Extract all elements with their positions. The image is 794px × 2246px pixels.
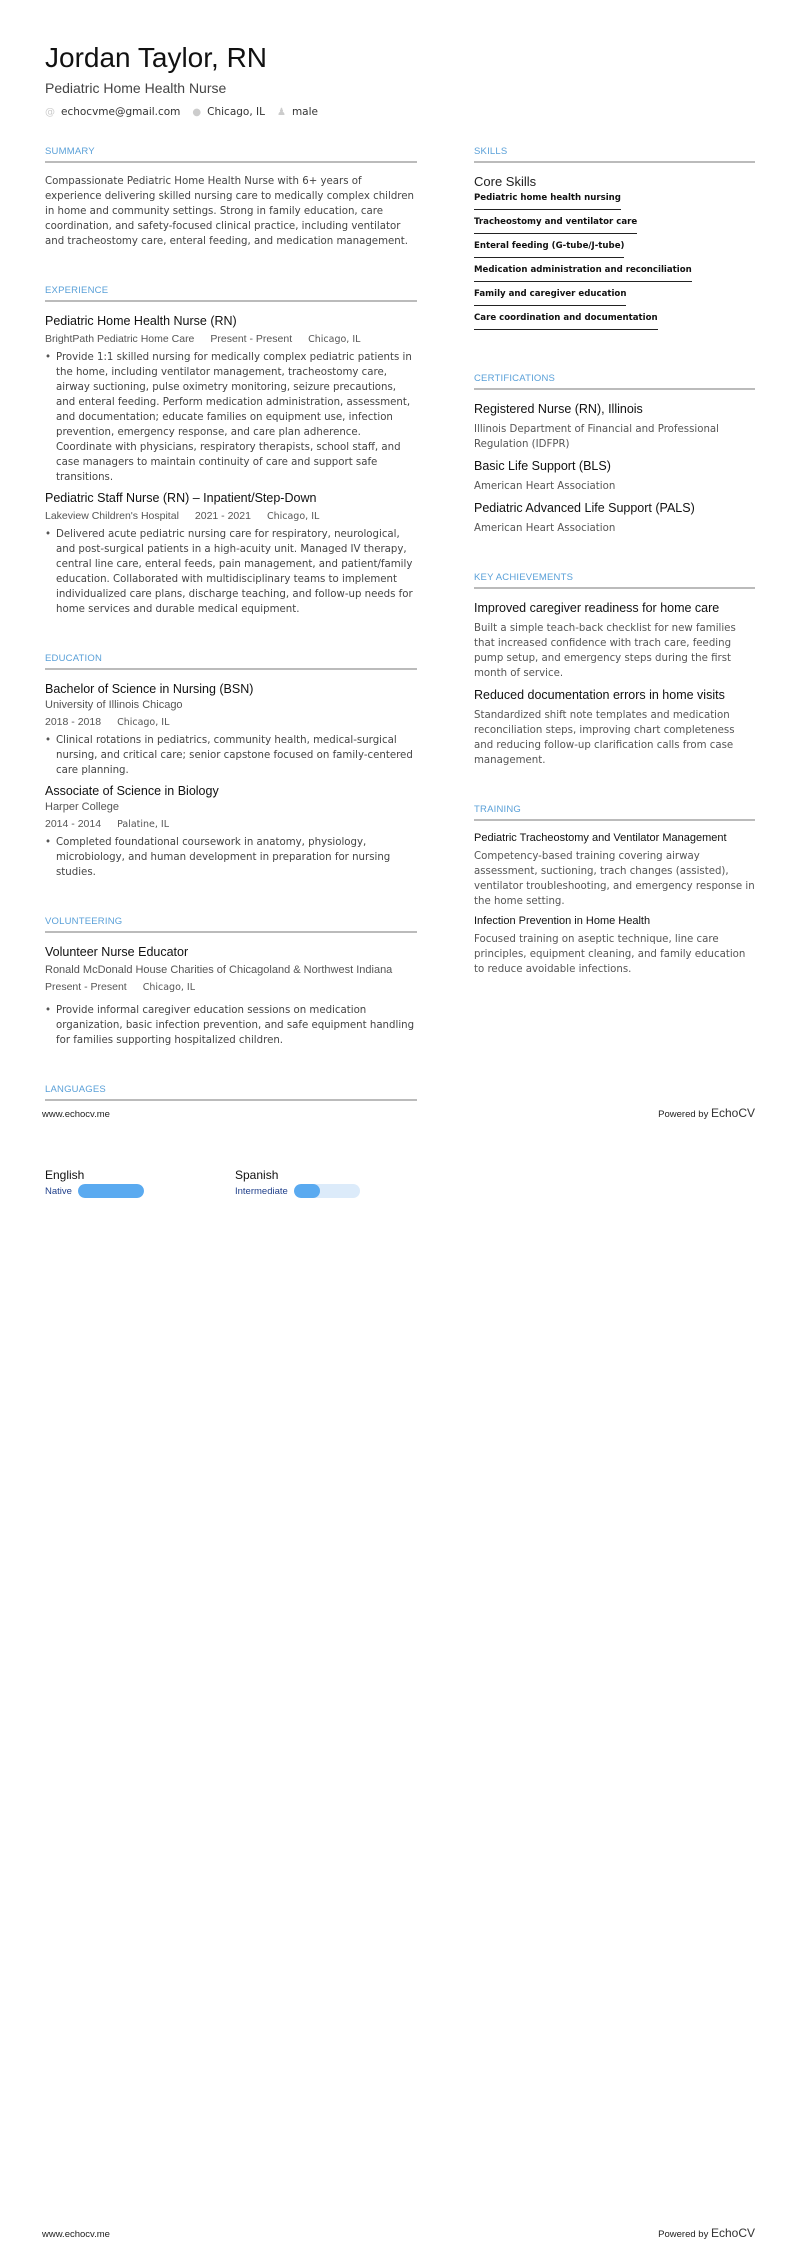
school: University of Illinois Chicago	[45, 699, 183, 711]
education-item	[45, 783, 417, 880]
proficiency-bar	[78, 1184, 144, 1198]
cert-issuer: American Heart Association	[474, 481, 616, 492]
skill-item: Care coordination and documentation	[474, 313, 658, 330]
training-text: Competency-based training covering airway assessment, suctioning, trach changes (assisted), ventilator troubleshooting, and emergency response in the home setting.	[474, 851, 755, 907]
location: Chicago, IL	[142, 982, 196, 993]
language-item	[45, 1168, 235, 1198]
bullet: • Provide informal caregiver education sessions on medication organization, basic infection prevention, and safe equipment handling for families supporting hospitalized children.	[45, 1003, 417, 1048]
cert-name: Registered Nurse (RN), Illinois	[474, 402, 643, 416]
experience-item	[45, 313, 417, 485]
skill-item: Medication administration and reconciliation	[474, 265, 692, 282]
bullet: • Completed foundational coursework in anatomy, physiology, microbiology, and human development in preparation for nursing studies.	[45, 835, 417, 880]
cert-name: Basic Life Support (BLS)	[474, 459, 611, 473]
right-column	[474, 146, 755, 1013]
language-level: Native	[45, 1185, 72, 1197]
language-name: English	[45, 1168, 85, 1182]
resume-header	[45, 42, 318, 118]
dates: 2021 - 2021	[194, 510, 251, 522]
section-title: EXPERIENCE	[45, 285, 417, 302]
language-item	[235, 1168, 425, 1198]
volunteer-role: Volunteer Nurse Educator	[45, 945, 189, 959]
summary-section	[45, 146, 417, 249]
training-text: Focused training on aseptic technique, line care principles, equipment cleaning, and family education to reduce avoidable infections.	[474, 934, 746, 975]
proficiency-bar	[294, 1184, 360, 1198]
page-footer	[42, 2226, 755, 2240]
skills-section	[474, 146, 755, 337]
page-footer	[42, 1106, 755, 1120]
map-pin-icon: ●	[192, 106, 202, 118]
section-title: KEY ACHIEVEMENTS	[474, 572, 755, 589]
left-column	[45, 146, 417, 1112]
job-title: Pediatric Home Health Nurse (RN)	[45, 314, 237, 328]
proficiency-fill	[294, 1184, 320, 1198]
school: Harper College	[45, 801, 119, 813]
job-title: Pediatric Staff Nurse (RN) – Inpatient/Step-Down	[45, 491, 317, 505]
dates: Present - Present	[210, 333, 293, 345]
achievement-text: Standardized shift note templates and medication reconciliation steps, improving chart completeness and reducing follow-up clarification calls from case management.	[474, 710, 735, 766]
section-title: SKILLS	[474, 146, 755, 163]
skill-item: Family and caregiver education	[474, 289, 626, 306]
bullet: • Provide 1:1 skilled nursing for medically complex pediatric patients in the home, including ventilator management, tracheostomy care, airway suctioning, pulse oximetry monitoring, seizure precautions, and enteral feeding. Perform medication administration, assessment, and documentation; educate families on equipment use, infection prevention, emergency response, and care plan adherence. Coordinate with physicians, respiratory therapists, school staff, and case managers to maintain continuity of care and support safe transitions.	[45, 350, 417, 485]
skill-item: Pediatric home health nursing	[474, 193, 621, 210]
skill-group-title: Core Skills	[474, 174, 537, 189]
employer: Lakeview Children's Hospital	[45, 510, 179, 522]
cert-issuer: American Heart Association	[474, 523, 616, 534]
skill-item: Tracheostomy and ventilator care	[474, 217, 637, 234]
location: Palatine, IL	[117, 819, 170, 830]
dates: 2014 - 2014	[45, 818, 102, 830]
section-title: EDUCATION	[45, 653, 417, 670]
certifications-section	[474, 373, 755, 536]
training-section	[474, 804, 755, 977]
organization: Ronald McDonald House Charities of Chicagoland & Northwest Indiana	[45, 964, 393, 976]
training-title: Pediatric Tracheostomy and Ventilator Management	[474, 832, 727, 844]
section-title: LANGUAGES	[45, 1084, 417, 1101]
cert-issuer: Illinois Department of Financial and Professional Regulation (IDFPR)	[474, 424, 719, 450]
candidate-name: Jordan Taylor, RN	[45, 42, 268, 73]
achievement-title: Reduced documentation errors in home visits	[474, 688, 725, 702]
education-section	[45, 653, 417, 880]
location: Chicago, IL	[308, 334, 361, 345]
gender: male	[291, 106, 318, 118]
email[interactable]: echocvme@gmail.com	[61, 106, 181, 118]
at-icon: @	[45, 106, 55, 118]
achievements-section	[474, 572, 755, 768]
language-name: Spanish	[235, 1168, 279, 1182]
skill-item: Enteral feeding (G-tube/J-tube)	[474, 241, 624, 258]
degree: Associate of Science in Biology	[45, 784, 219, 798]
degree: Bachelor of Science in Nursing (BSN)	[45, 682, 254, 696]
footer-brand[interactable]: EchoCV	[710, 1106, 755, 1120]
section-title: CERTIFICATIONS	[474, 373, 755, 390]
bullet: • Delivered acute pediatric nursing care for respiratory, neurological, and post-surgical patients in a high-acuity unit. Managed IV therapy, central line care, enteral feeds, pain management, and patient/family education. Collaborated with multidisciplinary teams to implement individualized care plans, discharge teaching, and follow-up needs for home services and durable medical equipment.	[45, 527, 417, 617]
section-title: TRAINING	[474, 804, 755, 821]
bullet: • Clinical rotations in pediatrics, community health, medical-surgical nursing, and critical care; senior capstone focused on family-centered care planning.	[45, 733, 417, 778]
candidate-role: Pediatric Home Health Nurse	[45, 80, 227, 96]
location: Chicago, IL	[207, 106, 265, 118]
section-title: VOLUNTEERING	[45, 916, 417, 933]
person-icon: ♟	[276, 106, 286, 118]
dates: Present - Present	[45, 981, 127, 993]
footer-powered: Powered by	[658, 2229, 709, 2240]
location: Chicago, IL	[117, 717, 170, 728]
achievement-text: Built a simple teach-back checklist for new families that increased confidence with trach care, feeding pump setup, and emergency steps during the first month of service.	[474, 623, 736, 679]
footer-brand[interactable]: EchoCV	[710, 2226, 755, 2240]
cert-name: Pediatric Advanced Life Support (PALS)	[474, 501, 695, 515]
location: Chicago, IL	[266, 511, 320, 522]
employer: BrightPath Pediatric Home Care	[45, 333, 195, 345]
languages-section	[45, 1084, 417, 1101]
languages-list	[45, 1168, 425, 1198]
contact-info	[45, 106, 318, 118]
summary-text: Compassionate Pediatric Home Health Nurse with 6+ years of experience delivering skilled nursing care to medically complex children in home and community settings. Strong in family education, care coordination, and safety-focused clinical practice, including ventilator and tracheostomy care, enteral feeding, and medication management.	[45, 176, 414, 247]
footer-url[interactable]: www.echocv.me	[42, 1109, 110, 1120]
dates: 2018 - 2018	[45, 716, 102, 728]
section-title: SUMMARY	[45, 146, 417, 163]
proficiency-fill	[78, 1184, 144, 1198]
achievement-title: Improved caregiver readiness for home care	[474, 601, 720, 615]
education-item	[45, 681, 417, 778]
experience-item	[45, 490, 417, 617]
experience-section	[45, 285, 417, 617]
volunteering-section	[45, 916, 417, 1048]
training-title: Infection Prevention in Home Health	[474, 915, 651, 927]
footer-url[interactable]: www.echocv.me	[42, 2229, 110, 2240]
footer-powered: Powered by	[658, 1109, 709, 1120]
language-level: Intermediate	[235, 1185, 288, 1197]
